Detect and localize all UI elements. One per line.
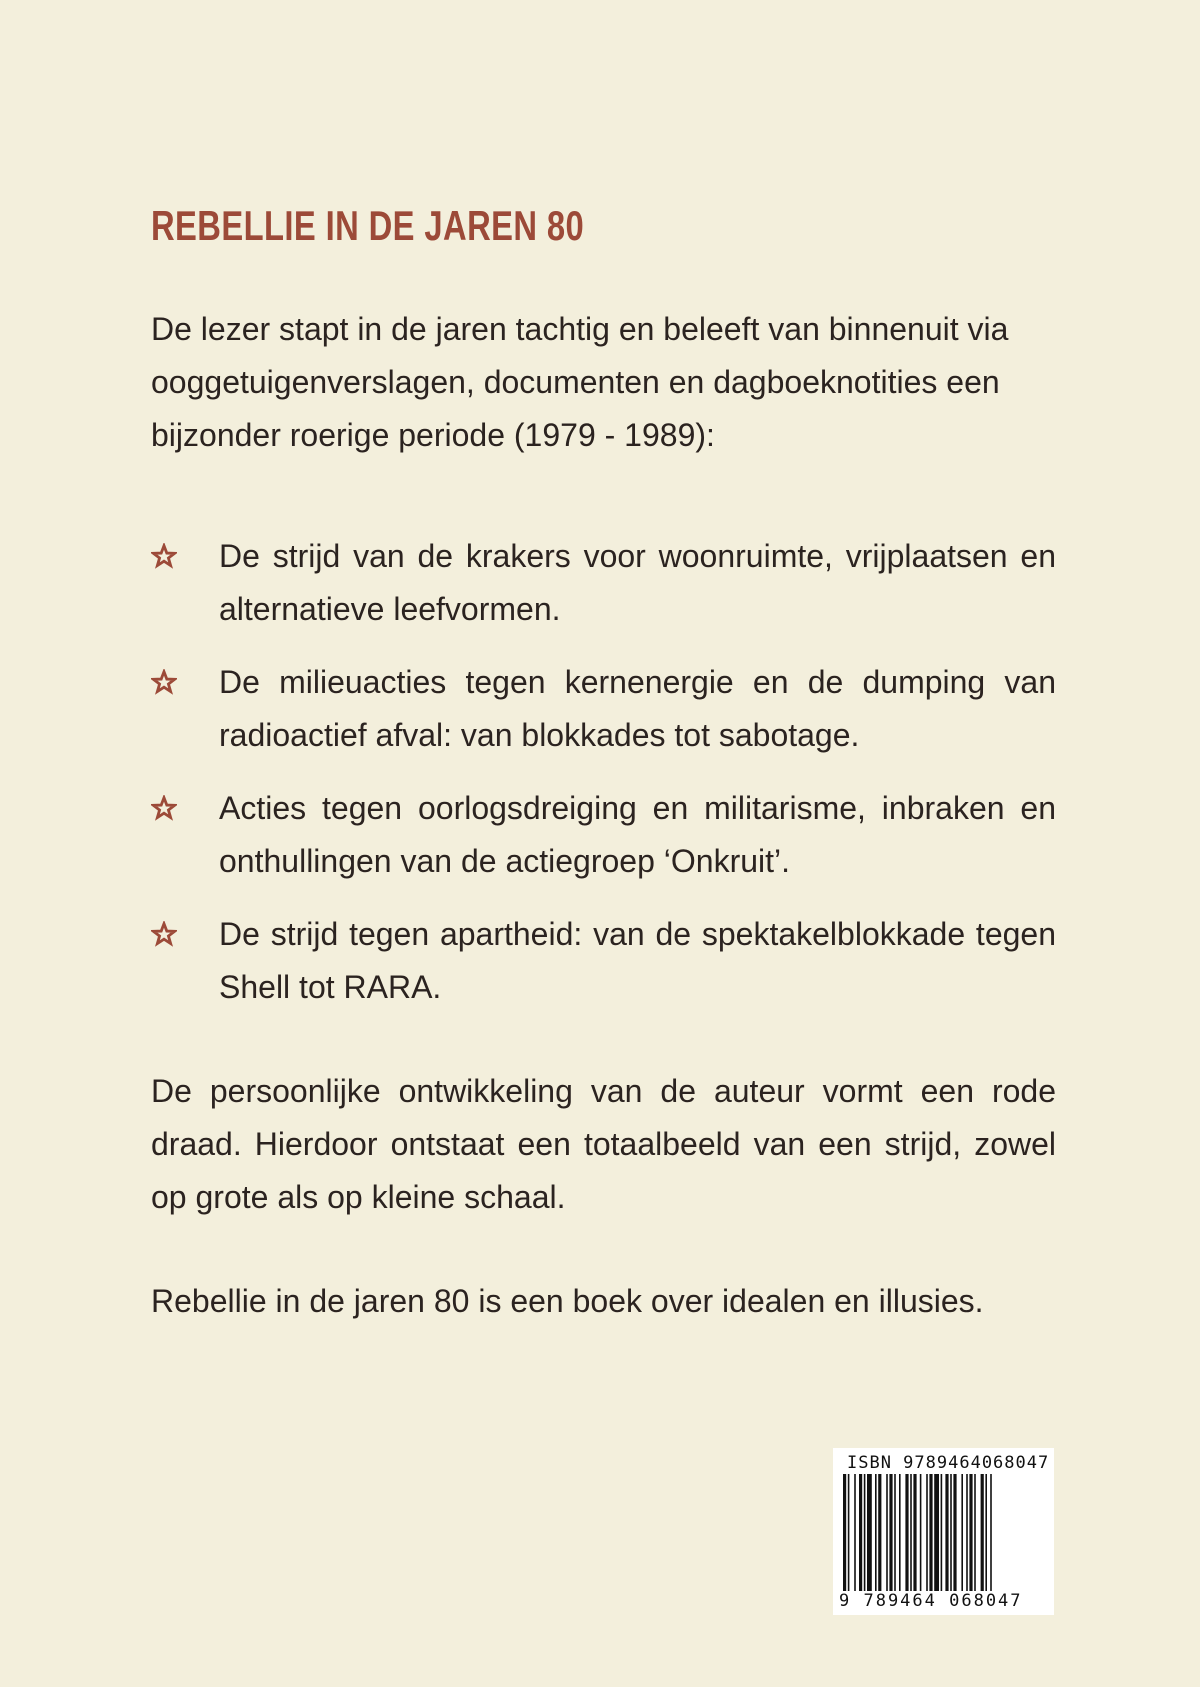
barcode-bar	[985, 1474, 987, 1594]
barcode-bar	[945, 1474, 948, 1594]
barcode-bar	[910, 1474, 912, 1594]
barcode-bar	[929, 1474, 932, 1594]
barcode-bar	[953, 1474, 956, 1594]
barcode-bars	[843, 1474, 1043, 1594]
barcode-bar	[875, 1474, 877, 1594]
barcode-bar	[899, 1474, 901, 1594]
barcode-bar	[867, 1474, 872, 1594]
list-item-text: De strijd tegen apartheid: van de spektakelblokkade tegen Shell tot RARA.	[219, 916, 1056, 1005]
isbn-barcode	[833, 1448, 1054, 1615]
barcode-bar	[974, 1474, 976, 1594]
barcode-bar	[990, 1474, 992, 1594]
barcode-bar	[941, 1474, 943, 1594]
barcode-bar	[969, 1474, 972, 1594]
barcode-bar	[966, 1474, 968, 1594]
barcode-bar	[864, 1474, 866, 1594]
list-item	[151, 782, 1056, 888]
star-icon	[151, 795, 177, 821]
barcode-bar	[913, 1474, 916, 1594]
list-item-text: Acties tegen oorlogsdreiging en militarisme, inbraken en onthullingen van de actiegroep ‘Onkruit’.	[219, 790, 1056, 879]
book-title: REBELLIE IN DE JAREN 80	[151, 202, 585, 249]
barcode-bar	[843, 1474, 846, 1594]
list-item	[151, 530, 1056, 636]
barcode-bar	[848, 1474, 850, 1594]
intro-paragraph: De lezer stapt in de jaren tachtig en beleeft van binnenuit via ooggetuigenverslagen, documenten en dagboeknotities een bijzonder roerige periode (1979 - 1989):	[151, 311, 1009, 453]
star-icon	[151, 543, 177, 569]
barcode-bar	[878, 1474, 881, 1594]
author-paragraph: De persoonlijke ontwikkeling van de auteur vormt een rode draad. Hierdoor ontstaat een totaalbeeld van een strijd, zowel op grote als op kleine schaal.	[151, 1073, 1056, 1215]
barcode-bar	[905, 1474, 908, 1594]
barcode-bar	[920, 1474, 922, 1594]
list-item	[151, 656, 1056, 762]
list-item	[151, 908, 1056, 1014]
barcode-bar	[886, 1474, 888, 1594]
list-item-text: De milieuacties tegen kernenergie en de dumping van radioactief afval: van blokkades tot sabotage.	[219, 664, 1056, 753]
barcode-bar	[894, 1474, 896, 1594]
barcode-bar	[934, 1474, 939, 1594]
list-item-text: De strijd van de krakers voor woonruimte, vrijplaatsen en alternatieve leefvormen.	[219, 538, 1056, 627]
barcode-bar	[854, 1474, 856, 1594]
star-icon	[151, 669, 177, 695]
barcode-bar	[950, 1474, 952, 1594]
barcode-bar	[859, 1474, 862, 1594]
barcode-bar	[981, 1474, 984, 1594]
topic-list	[151, 530, 1056, 1034]
barcode-bar	[889, 1474, 892, 1594]
barcode-bar	[961, 1474, 963, 1594]
isbn-digits: 9 789464 068047	[839, 1591, 1023, 1611]
closing-paragraph: Rebellie in de jaren 80 is een boek over idealen en illusies.	[151, 1283, 984, 1319]
star-icon	[151, 921, 177, 947]
isbn-label: ISBN 9789464068047	[847, 1453, 1050, 1473]
barcode-bar	[926, 1474, 928, 1594]
